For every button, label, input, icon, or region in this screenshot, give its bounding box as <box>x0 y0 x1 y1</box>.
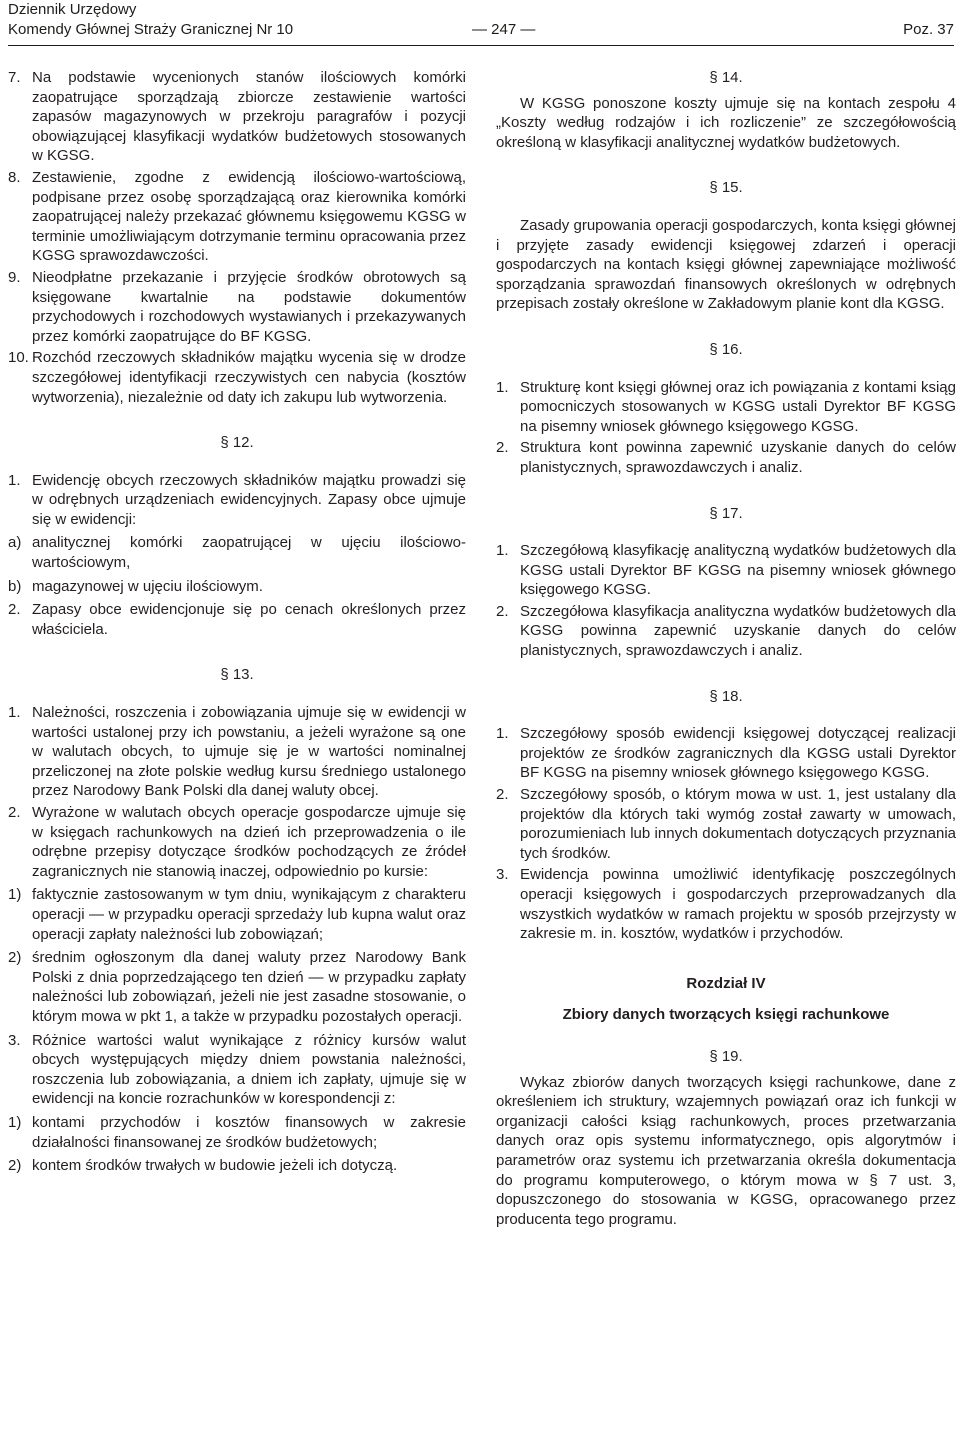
header-rule <box>8 45 954 46</box>
sub-item <box>8 577 466 597</box>
paragraph: Zasady grupowania operacji gospodarczych, konta księgi głównej i przyjęte zasady ewidencji księgowej zdarzeń i operacji gospodarczych na kontach księgi głównej zapewniające możliwość sporządzania sprawozdań finansowych określonych w odrębnych przepisach zostały określone w Zakładowym planie kont dla KGSG. <box>496 216 956 313</box>
section-heading: § 17. <box>709 504 743 522</box>
list-item <box>8 1031 466 1176</box>
item-number: 2. <box>496 439 509 457</box>
sub-item-number: 2) <box>8 1157 22 1175</box>
list-item <box>8 600 466 639</box>
sub-item <box>8 948 466 1026</box>
item-number: 7. <box>8 69 21 86</box>
section-heading: § 19. <box>709 1047 743 1065</box>
section-heading: § 14. <box>709 69 743 86</box>
sub-item-text: analitycznej komórki zaopatrującej w ujęciu ilościowo-wartościowym, <box>32 534 466 572</box>
section-heading: § 12. <box>220 434 254 452</box>
item-text: Szczegółową klasyfikację analityczną wydatków budżetowych dla KGSG ustali Dyrektor BF KGSG na pisemny wniosek głównego księgowego KGSG. <box>520 542 956 599</box>
item-number: 1. <box>496 725 509 743</box>
list-item <box>496 724 956 783</box>
item-text: Strukturę kont księgi głównej oraz ich powiązania z kontami ksiąg pomocniczych stosowanych w KGSG ustali Dyrektor BF KGSG na pisemny wniosek głównego księgowego KGSG. <box>520 378 956 435</box>
position-number: Poz. 37 <box>903 21 954 38</box>
sub-item-text: magazynowej w ujęciu ilościowym. <box>32 577 263 595</box>
item-number: 1. <box>8 704 21 722</box>
item-number: 8. <box>8 168 21 186</box>
list-item <box>8 803 466 1027</box>
list-item <box>496 541 956 600</box>
sub-item-text: kontami przychodów i kosztów finansowych w zakresie działalności finansowanej ze środków budżetowych; <box>32 1113 466 1151</box>
item-text: Rozchód rzeczowych składników majątku wycenia się w drodze szczegółowej identyfikacji rzeczywistych cen nabycia (kosztów wytworzenia), niezależnie od daty ich zakupu lub wytworzenia. <box>32 349 466 406</box>
item-text: Różnice wartości walut wynikające z różnicy kursów walut obcych występujących między dniem powstania należności, roszczenia lub zobowiązania, a dniem ich zapłaty, ujmuje się w ewidencji na koncie rozrachunków w korespondencji z: <box>32 1031 466 1108</box>
sub-item-letter: b) <box>8 577 22 595</box>
sub-item <box>8 533 466 572</box>
page-header <box>8 0 954 44</box>
sub-item-number: 1) <box>8 1113 22 1131</box>
list-item <box>8 471 466 597</box>
item-text: Szczegółowy sposób, o którym mowa w ust. 1, jest ustalany dla projektów dla których taki wymóg został zawarty w umowach, porozumieniach lub innych dokumentach dotyczących przyznania tych środków. <box>520 786 956 862</box>
item-number: 3. <box>496 866 509 884</box>
list-item <box>496 602 956 661</box>
item-text: Szczegółowa klasyfikacja analityczna wydatków budżetowych dla KGSG powinna zapewnić uzyskanie danych do celów planistycznych, sprawozdawczych i analiz. <box>520 602 956 660</box>
paragraph: Wykaz zbiorów danych tworzących księgi rachunkowe, dane z określeniem ich struktury, wzajemnych powiązań oraz ich funkcji w organizacji całości ksiąg rachunkowych, proces przetwarzania danych oraz opis systemu informatycznego, opis algorytmów i parametrów oraz systemu ich przetwarzania określa dokumentacja do programu komputerowego, o którym mowa w § 7 ust. 3, dopuszczonego do stosowania w KGSG, opracowanego przez producenta tego programu. <box>496 1073 956 1228</box>
list-item <box>496 438 956 477</box>
item-number: 10. <box>8 349 29 367</box>
paragraph: W KGSG ponoszone koszty ujmuje się na kontach zespołu 4 „Koszty według rodzajów i ich rozliczenie” ze szczegółowością określoną w klasyfikacji analitycznej wydatków budżetowych. <box>496 94 956 151</box>
item-text: Należności, roszczenia i zobowiązania ujmuje się w ewidencji w wartości ustalonej przy ich powstaniu, a jeżeli wyrażone są one w walutach obcych, to ujmuje się je w wartości nominalnej przeliczonej na złote polskie według kursu średniego ustalonego przez Narodowy Bank Polski dla danej waluty obcej. <box>32 704 466 800</box>
item-number: 2. <box>8 804 21 821</box>
list-item <box>496 785 956 863</box>
page-number: — 247 — <box>472 21 536 38</box>
list-item <box>8 268 466 346</box>
list-item <box>8 168 466 266</box>
item-number: 2. <box>496 786 509 804</box>
item-number: 1. <box>496 378 509 396</box>
item-text: Struktura kont powinna zapewnić uzyskanie danych do celów planistycznych, sprawozdawczych i analiz. <box>520 439 956 476</box>
item-number: 1. <box>496 542 509 560</box>
list-item <box>496 378 956 437</box>
chapter-title: Zbiory danych tworzących księgi rachunkowe <box>562 1006 890 1024</box>
item-number: 2. <box>8 601 21 619</box>
list-item <box>8 68 466 166</box>
sub-item-number: 2) <box>8 949 22 967</box>
sub-item <box>8 1156 466 1176</box>
chapter-number: Rozdział IV <box>686 974 766 992</box>
section-heading: § 13. <box>220 666 254 684</box>
item-text: Szczegółowy sposób ewidencji księgowej dotyczącej realizacji projektów ze środków zagranicznych dla KGSG ustali Dyrektor BF KGSG na pisemny wniosek głównego księgowego KGSG. <box>520 725 956 782</box>
section-heading: § 16. <box>709 340 743 358</box>
section-heading: § 15. <box>709 179 743 197</box>
left-column <box>8 68 466 1180</box>
item-number: 3. <box>8 1031 21 1049</box>
item-number: 9. <box>8 268 21 286</box>
item-number: 2. <box>496 602 509 620</box>
sub-item <box>8 885 466 944</box>
item-text: Ewidencja powinna umożliwić identyfikację poszczególnych operacji księgowych i gospodarczych przeprowadzanych dla wszystkich wydatków w ramach projektu w sposób przejrzysty w zakresie m. in. kosztów, wydatków i przychodów. <box>520 866 956 943</box>
journal-issue: Komendy Głównej Straży Granicznej Nr 10 <box>8 21 294 38</box>
item-text: Ewidencję obcych rzeczowych składników majątku prowadzi się w odrębnych urządzeniach ewidencyjnych. Zapasy obce ujmuje się w ewidencji: <box>32 471 466 528</box>
sub-item-text: faktycznie zastosowanym w tym dniu, wynikającym z charakteru operacji — w przypadku operacji sprzedaży lub kupna walut oraz operacji zapłaty należności lub zobowiązań; <box>32 886 466 943</box>
item-text: Wyrażone w walutach obcych operacje gospodarcze ujmuje się w księgach rachunkowych na dzień ich przeprowadzenia o ile odrębne przepisy dotyczące środków pochodzących ze źródeł zagranicznych nie stanowią inaczej, odpowiednio po kursie: <box>32 804 466 880</box>
sub-item-letter: a) <box>8 534 22 552</box>
sub-item-text: kontem środków trwałych w budowie jeżeli ich dotyczą. <box>32 1157 398 1175</box>
journal-title: Dziennik Urzędowy <box>8 1 137 18</box>
list-item <box>496 865 956 943</box>
list-item <box>8 348 466 407</box>
item-text: Nieodpłatne przekazanie i przyjęcie środków obrotowych są księgowane kwartalnie na podstawie dokumentów przychodowych i rozchodowych wystawianych i przekazywanych przez komórki zaopatrujące do BF KGSG. <box>32 268 466 345</box>
sub-item-text: średnim ogłoszonym dla danej waluty przez Narodowy Bank Polski z dnia poprzedzającego ten dzień — w przypadku zapłaty należności lub zobowiązań, jeżeli nie jest zasadne stosowanie, o którym mowa w pkt 1, a także w przypadku pozostałych operacji. <box>32 949 466 1025</box>
list-item <box>8 703 466 801</box>
item-text: Na podstawie wycenionych stanów ilościowych komórki zaopatrujące sporządzają zbiorcze zestawienie wartości zapasów magazynowych w przekroju paragrafów i pozycji obowiązującej klasyfikacji wydatków budżetowych stosowanych w KGSG. <box>32 69 466 165</box>
section-heading: § 18. <box>709 687 743 705</box>
right-column <box>496 68 956 1229</box>
sub-item-number: 1) <box>8 886 22 904</box>
sub-item <box>8 1113 466 1152</box>
item-text: Zestawienie, zgodne z ewidencją ilościowo-wartościową, podpisane przez osobę sporządzającą oraz kierownika komórki zaopatrującej należy przekazać głównemu księgowemu KGSG w terminie umożliwiającym dotrzymanie terminu opracowania przez KGSG sprawozdawczości. <box>32 168 466 265</box>
item-text: Zapasy obce ewidencjonuje się po cenach określonych przez właściciela. <box>32 601 466 638</box>
item-number: 1. <box>8 471 21 489</box>
